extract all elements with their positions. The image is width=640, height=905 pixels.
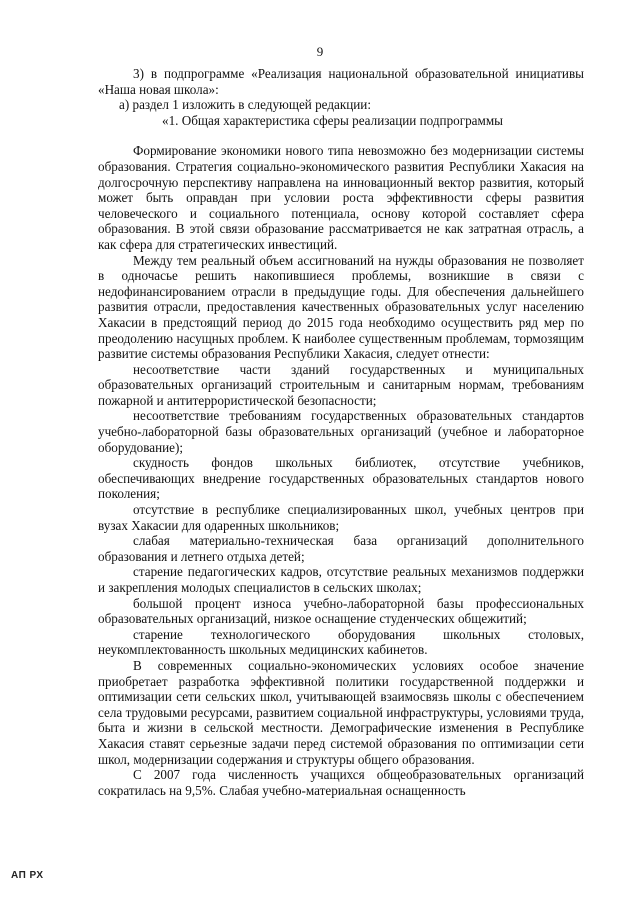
list-item-standards: несоответствие требованиям государственных образовательных стандартов учебно-лабораторной базы образовательных организаций (учебное и лабораторное оборудование);: [98, 408, 584, 455]
paragraph-student-decline: С 2007 года численность учащихся общеобразовательных организаций сократилась на 9,5%. Слабая учебно-материальная оснащенность: [98, 767, 584, 798]
list-item-dormitories: большой процент износа учебно-лабораторной базы профессиональных образовательных организаций, низкое оснащение студенческих общежитий;: [98, 595, 584, 627]
list-item-canteens: старение технологического оборудования школьных столовых, неукомплектованность школьных медицинских кабинетов.: [98, 626, 584, 658]
paragraph-subprogram-amendment: 3) в подпрограмме «Реализация национальной образовательной инициативы «Наша новая школа»:: [98, 66, 584, 97]
list-item-teachers: старение педагогических кадров, отсутствие реальных механизмов поддержки и закрепления молодых специалистов в сельских школах;: [98, 564, 584, 595]
paragraph-section-instruction: а) раздел 1 изложить в следующей редакции:: [119, 97, 371, 113]
list-item-additional-education: слабая материально-техническая база организаций дополнительного образования и летнего отдыха детей;: [98, 533, 584, 564]
archive-stamp: АП РХ: [11, 870, 44, 881]
document-body: [98, 66, 584, 798]
paragraph-economy: Формирование экономики нового типа невозможно без модернизации системы образования. Стратегия социально-экономического развития Республики Хакасия на долгосрочную перспективу направлена на инновационный вектор развития, который может быть оправдан при условии роста эффективности сферы развития человеческого и социального потенциала, основу которой составляет сфера образования. В этой связи образование рассматривается не как затратная отрасль, а как сфера для стратегических инвестиций.: [98, 143, 584, 252]
paragraph-funding: Между тем реальный объем ассигнований на нужды образования не позволяет в одночасье решить накопившиеся проблемы, возникшие в связи с недофинансированием отрасли в предыдущие годы. Для обеспечения дальнейшего развития отрасли, предоставления качественных образовательных услуг населению Хакасии в предстоящий период до 2015 года необходимо осуществить ряд мер по преодолению насущных проблем. К наиболее существенным проблемам, тормозящим развитие системы образования Республики Хакасия, следует отнести:: [98, 252, 584, 362]
section-heading: «1. Общая характеристика сферы реализации подпрограммы: [162, 112, 503, 128]
list-item-gifted-schools: отсутствие в республике специализированных школ, учебных центров при вузах Хакасии для одаренных школьников;: [98, 502, 584, 533]
paragraph-rural-schools: В современных социально-экономических условиях особое значение приобретает разработка эффективной политики государственной поддержки и оптимизации сети сельских школ, учитывающей взаимосвязь школы с обеспечением села трудовыми ресурсами, развитием социальной инфраструктуры, условиями труда, быта и жизни в сельской местности. Демографические изменения в Республике Хакасия ставят серьезные задачи перед системой образования по оптимизации сети школ, модернизации содержания и структуры общего образования.: [98, 657, 584, 767]
list-item-buildings: несоответствие части зданий государственных и муниципальных образовательных организаций строительным и санитарным нормам, требованиям пожарной и антитеррористической безопасности;: [98, 361, 584, 408]
list-item-libraries: скудность фондов школьных библиотек, отсутствие учебников, обеспечивающих внедрение государственных образовательных стандартов нового поколения;: [98, 455, 584, 502]
page-number: 9: [316, 44, 324, 59]
